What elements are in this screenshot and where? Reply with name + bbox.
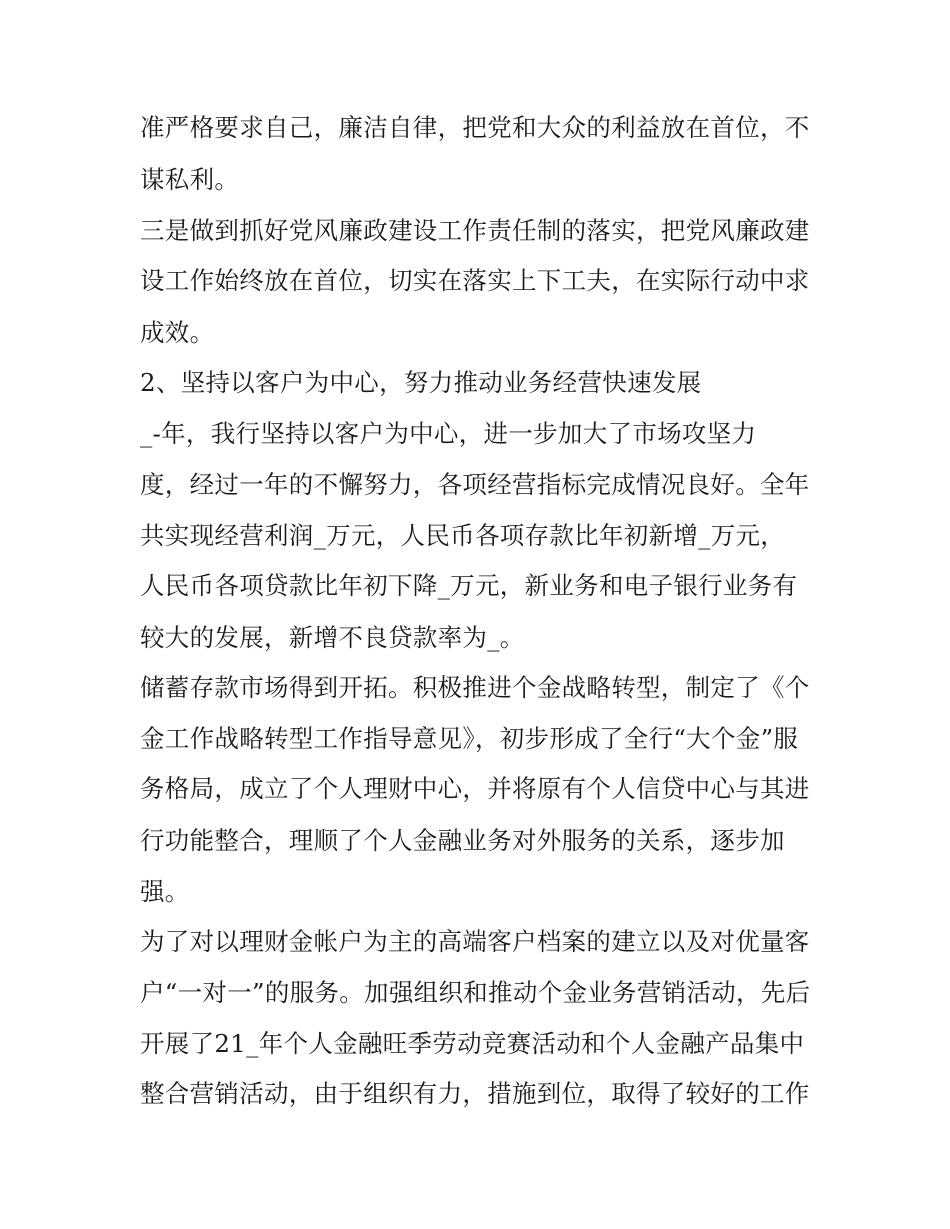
text-line: 三是做到抓好党风廉政建设工作责任制的落实，把党风廉政建 <box>140 216 810 245</box>
text-line: 储蓄存款市场得到开拓。积极推进个金战略转型，制定了《个 <box>140 673 810 702</box>
section-heading: 2、坚持以客户为中心，努力推动业务经营快速发展 <box>140 368 702 397</box>
text-line: 户“一对一”的服务。加强组织和推动个金业务营销活动，先后 <box>140 978 811 1007</box>
text-line: 人民币各项贷款比年初下降_万元，新业务和电子银行业务有 <box>140 571 798 600</box>
text-line: 整合营销活动，由于组织有力，措施到位，取得了较好的工作 <box>140 1079 810 1108</box>
text-line: 开展了21_年个人金融旺季劳动竞赛活动和个人金融产品集中 <box>140 1029 805 1058</box>
text-line: 谋私利。 <box>140 165 240 194</box>
text-line: _-年，我行坚持以客户为中心，进一步加大了市场攻坚力 <box>140 419 757 448</box>
text-line: 金工作战略转型工作指导意见》，初步形成了全行“大个金”服 <box>140 724 799 753</box>
text-line: 较大的发展，新增不良贷款率为_。 <box>140 623 525 652</box>
text-line: 行功能整合，理顺了个人金融业务对外服务的关系，逐步加 <box>140 826 785 855</box>
text-line: 共实现经营利润_万元，人民币各项存款比年初新增_万元， <box>140 521 786 550</box>
text-line: 务格局，成立了个人理财中心，并将原有个人信贷中心与其进 <box>140 774 810 803</box>
text-line: 设工作始终放在首位，切实在落实上下工夫，在实际行动中求 <box>140 266 810 295</box>
text-line: 为了对以理财金帐户为主的高端客户档案的建立以及对优量客 <box>140 927 810 956</box>
text-line: 准严格要求自己，廉洁自律，把党和大众的利益放在首位，不 <box>140 113 810 142</box>
text-line: 成效。 <box>140 318 215 347</box>
text-line: 强。 <box>140 877 190 906</box>
text-line: 度，经过一年的不懈努力，各项经营指标完成情况良好。全年 <box>140 470 810 499</box>
